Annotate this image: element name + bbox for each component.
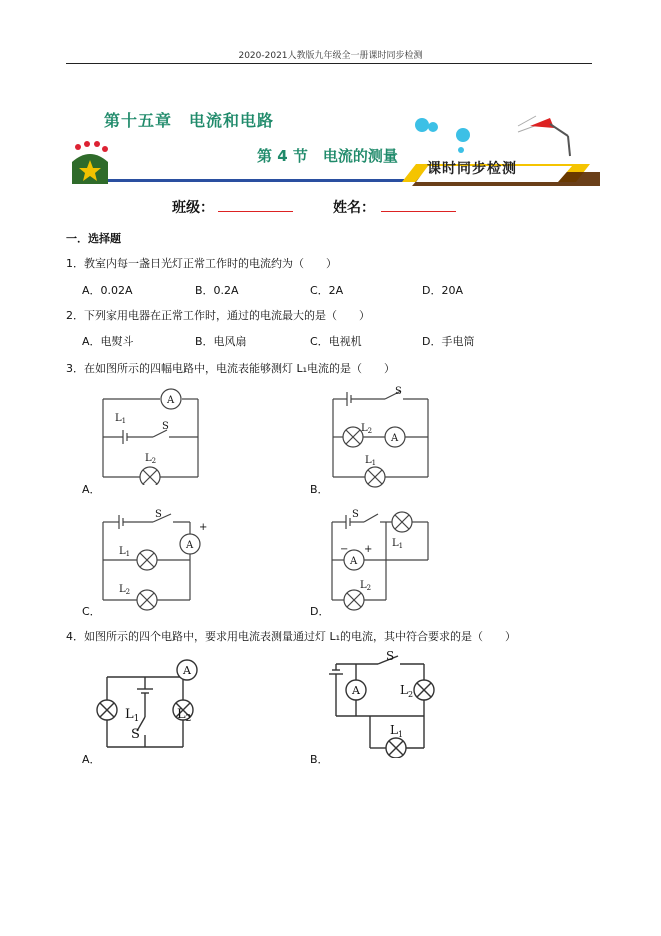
- q1-option-c[interactable]: C．2A: [310, 284, 344, 297]
- svg-text:+: +: [199, 522, 208, 533]
- running-header: 2020-2021人教版九年级全一册课时同步检测: [238, 51, 423, 61]
- chapter-title: 第十五章 电流和电路: [104, 111, 275, 130]
- q1-option-a[interactable]: A．0.02A: [82, 284, 133, 297]
- svg-text:A: A: [350, 556, 358, 567]
- class-field[interactable]: [218, 211, 293, 212]
- class-label: 班级：: [172, 200, 214, 216]
- banner-bar: [84, 179, 404, 182]
- q3-option-b[interactable]: B．: [310, 483, 329, 496]
- q2-option-b[interactable]: B．电风扇: [195, 335, 247, 348]
- svg-text:A: A: [391, 433, 399, 444]
- q1-option-d[interactable]: D．20A: [422, 284, 463, 297]
- name-label: 姓名：: [333, 200, 375, 216]
- svg-text:S: S: [155, 509, 162, 520]
- svg-text:S: S: [395, 386, 402, 397]
- header-divider: [66, 63, 592, 64]
- svg-text:L2: $L_2$: [400, 683, 414, 699]
- q4-option-a[interactable]: A．: [82, 753, 101, 766]
- section-heading: 一．选择题: [66, 232, 121, 245]
- section-title: 第 4 节 电流的测量: [257, 147, 398, 165]
- svg-text:L1: $L_1$: [392, 538, 404, 550]
- svg-text:A: A: [352, 684, 360, 697]
- svg-text:A: A: [186, 540, 194, 551]
- q3-option-d[interactable]: D．: [310, 605, 330, 618]
- svg-text:L2: $L_2$: [177, 707, 192, 724]
- svg-text:L1: $L_1$: [115, 413, 127, 425]
- svg-text:L2: $L_2$: [145, 453, 157, 465]
- question-2-stem: 2．下列家用电器在正常工作时，通过的电流最大的是（ ）: [66, 309, 370, 322]
- q3a-switch-label: S: [162, 421, 169, 432]
- svg-text:−: −: [340, 544, 349, 555]
- svg-text:L1: $L_1$: [365, 455, 377, 467]
- q3-option-c[interactable]: C．: [82, 605, 101, 618]
- question-4-stem: 4．如图所示的四个电路中，要求用电流表测量通过灯 L₁的电流，其中符合要求的是（ ）: [66, 630, 517, 643]
- q2-option-d[interactable]: D．手电筒: [422, 335, 475, 348]
- q3-circuit-a-diagram: [95, 385, 210, 485]
- badge-emblem-icon: [66, 140, 116, 188]
- q2-option-c[interactable]: C．电视机: [310, 335, 362, 348]
- svg-text:S: S: [131, 727, 140, 742]
- q3-circuit-d-diagram: [320, 508, 440, 613]
- svg-text:L2: $L_2$: [119, 584, 131, 596]
- q4-circuit-b-diagram: [320, 648, 440, 758]
- q4a-labels: [115, 694, 205, 744]
- question-3-stem: 3．在如图所示的四幅电路中，电流表能够测灯 L₁电流的是（ ）: [66, 362, 396, 375]
- q2-option-a[interactable]: A．电熨斗: [82, 335, 134, 348]
- svg-text:L1: $L_1$: [125, 707, 140, 724]
- svg-text:+: +: [364, 544, 373, 555]
- svg-text:A: A: [183, 664, 191, 677]
- q4a-ammeter-icon: [175, 658, 199, 682]
- name-field[interactable]: [381, 211, 456, 212]
- svg-text:S: S: [386, 649, 395, 663]
- q3-circuit-c-diagram: [95, 508, 210, 613]
- svg-text:L1: $L_1$: [119, 546, 131, 558]
- svg-text:L2: $L_2$: [360, 580, 372, 592]
- q3-circuit-b-diagram: [325, 385, 440, 490]
- q3-option-a[interactable]: A．: [82, 483, 101, 496]
- svg-text:L2: $L_2$: [361, 423, 373, 435]
- badge-lamp-icon: [400, 112, 600, 190]
- svg-text:S: S: [352, 509, 359, 520]
- question-1-stem: 1．教室内每一盏日光灯正常工作时的电流约为（ ）: [66, 257, 337, 270]
- svg-text:L1: $L_1$: [390, 723, 404, 739]
- q4-option-b[interactable]: B．: [310, 753, 329, 766]
- badge-label: 课时同步检测: [427, 161, 517, 177]
- q1-option-b[interactable]: B．0.2A: [195, 284, 239, 297]
- q3a-ammeter-label: A: [167, 395, 175, 406]
